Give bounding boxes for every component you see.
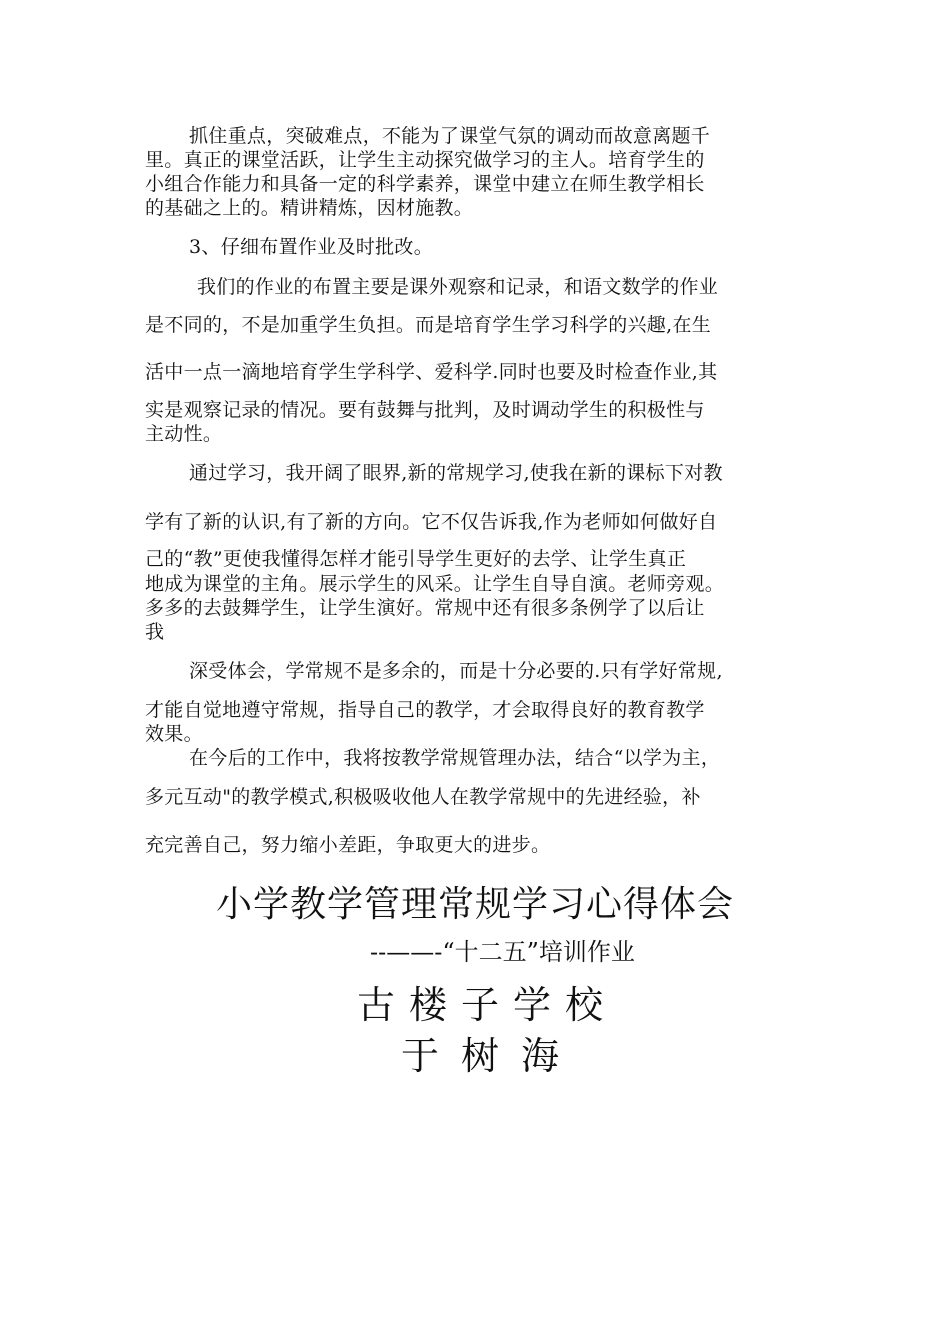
body-line: 的基础之上的。精讲精炼，因材施教。: [145, 197, 474, 219]
body-line: 多元互动"的教学模式,积极吸收他人在教学常规中的先进经验，补: [145, 786, 701, 808]
body-line: 深受体会，学常规不是多余的，而是十分必要的.只有学好常规,: [189, 660, 723, 682]
body-line: 己的“教”更使我懂得怎样才能引导学生更好的去学、让学生真正: [145, 548, 687, 570]
body-line: 是不同的，不是加重学生负担。而是培育学生学习科学的兴趣,在生: [145, 314, 712, 336]
body-line: 活中一点一滴地培育学生学科学、爱科学.同时也要及时检查作业,其: [145, 361, 718, 383]
body-line: 主动性。: [145, 423, 223, 445]
body-line: 充完善自己，努力缩小差距，争取更大的进步。: [145, 834, 551, 856]
school-name: 古楼子学校: [356, 983, 617, 1027]
body-line: 效果。: [145, 723, 203, 745]
body-line: 才能自觉地遵守常规，指导自己的教学，才会取得良好的教育教学: [145, 699, 705, 721]
section-heading: 3、仔细布置作业及时批改。: [189, 236, 433, 258]
body-line: 我们的作业的布置主要是课外观察和记录，和语文数学的作业: [197, 276, 719, 298]
body-line: 地成为课堂的主角。展示学生的风采。让学生自导自演。老师旁观。: [145, 573, 725, 595]
body-line: 学有了新的认识,有了新的方向。它不仅告诉我,作为老师如何做好自: [145, 511, 718, 533]
body-line: 里。真正的课堂活跃，让学生主动探究做学习的主人。培育学生的: [145, 149, 705, 171]
document-subtitle: --——-“十二五”培训作业: [370, 938, 635, 966]
body-line: 在今后的工作中，我将按教学常规管理办法，结合“以学为主，: [189, 747, 721, 769]
author-name: 于树海: [400, 1034, 581, 1078]
body-line: 实是观察记录的情况。要有鼓舞与批判，及时调动学生的积极性与: [145, 399, 705, 421]
body-line: 抓住重点，突破难点，不能为了课堂气氛的调动而故意离题千: [189, 125, 711, 147]
body-line: 通过学习，我开阔了眼界,新的常规学习,使我在新的课标下对教: [189, 462, 723, 484]
body-line: 我: [145, 621, 165, 643]
document-title: 小学教学管理常规学习心得体会: [215, 884, 734, 925]
body-line: 多多的去鼓舞学生，让学生演好。常规中还有很多条例学了以后让: [145, 597, 705, 619]
body-line: 小组合作能力和具备一定的科学素养，课堂中建立在师生教学相长: [145, 173, 705, 195]
